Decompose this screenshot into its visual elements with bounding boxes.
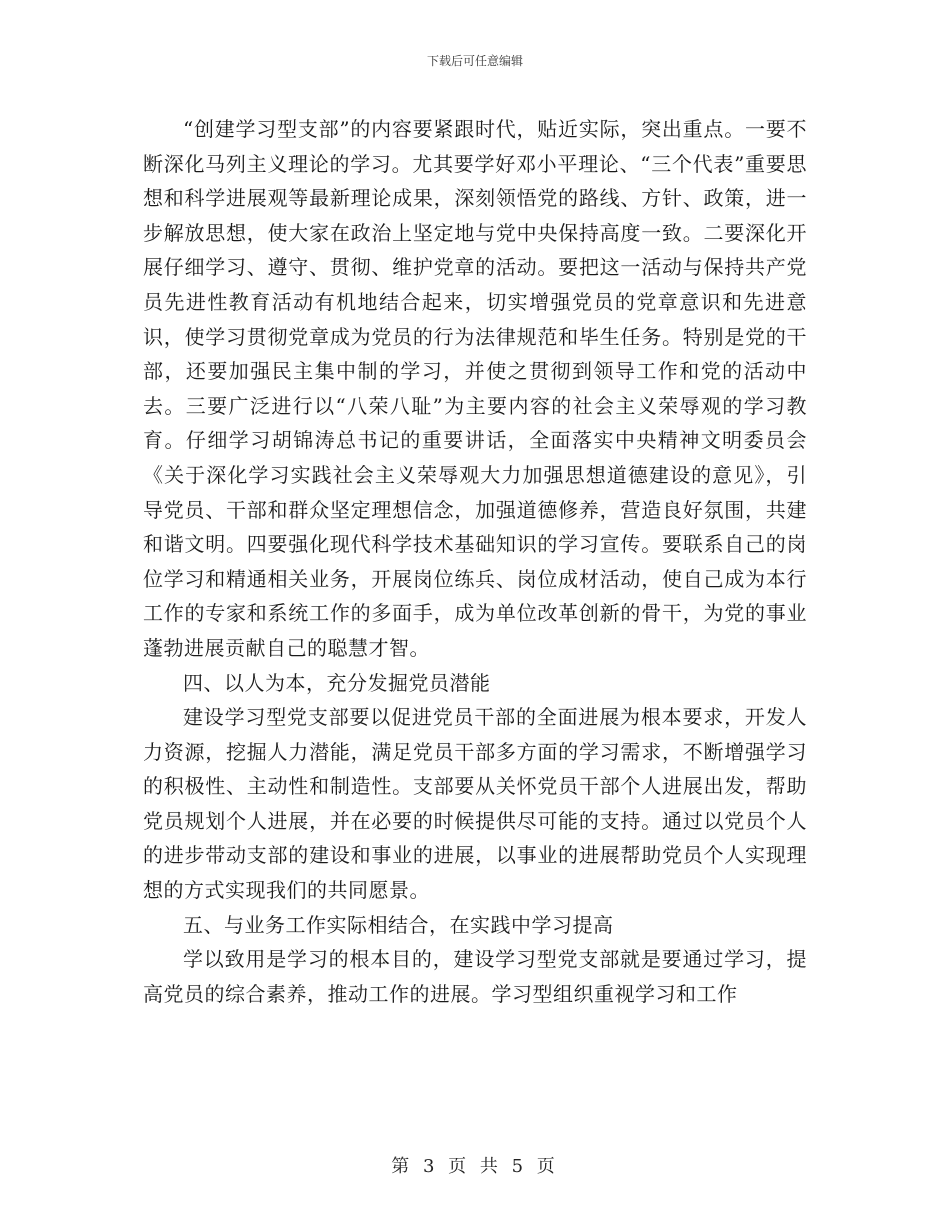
- page-header-note: 下载后可任意编辑: [426, 54, 523, 68]
- document-body: [143, 112, 807, 1011]
- paragraph-practice: 学以致用是学习的根本目的，建设学习型党支部就是要通过学习，提高党员的综合素养，推动工作的进展。学习型组织重视学习和工作: [143, 947, 807, 1006]
- section-heading-five: 五、与业务工作实际相结合，在实践中学习提高: [183, 912, 614, 937]
- page-number-footer: 第 3 页 共 5 页: [391, 1156, 559, 1177]
- section-heading-four: 四、以人为本，充分发掘党员潜能: [183, 670, 491, 695]
- paragraph-study-content: “创建学习型支部”的内容要紧跟时代，贴近实际，突出重点。一要不断深化马列主义理论的学习。尤其要学好邓小平理论、“三个代表”重要思想和科学进展观等最新理论成果，深刻领悟党的路线、方针、政策，进一步解放思想，使大家在政治上坚定地与党中央保持高度一致。二要深化开展仔细学习、遵守、贯彻、维护党章的活动。要把这一活动与保持共产党员先进性教育活动有机地结合起来，切实增强党员的党章意识和先进意识，使学习贯彻党章成为党员的行为法律规范和毕生任务。特别是党的干部，还要加强民主集中制的学习，并使之贯彻到领导工作和党的活动中去。三要广泛进行以“八荣八耻”为主要内容的社会主义荣辱观的学习教育。仔细学习胡锦涛总书记的重要讲话，全面落实中央精神文明委员会《关于深化学习实践社会主义荣辱观大力加强思想道德建设的意见》，引导党员、干部和群众坚定理想信念，加强道德修养，营造良好氛围，共建和谐文明。四要强化现代科学技术基础知识的学习宣传。要联系自己的岗位学习和精通相关业务，开展岗位练兵、岗位成材活动，使自己成为本行工作的专家和系统工作的多面手，成为单位改革创新的骨干，为党的事业蓬勃进展贡献自己的聪慧才智。: [143, 117, 807, 660]
- paragraph-people-oriented: 建设学习型党支部要以促进党员干部的全面进展为根本要求，开发人力资源，挖掘人力潜能，满足党员干部多方面的学习需求，不断增强学习的积极性、主动性和制造性。支部要从关怀党员干部个人进展出发，帮助党员规划个人进展，并在必要的时候提供尽可能的支持。通过以党员个人的进步带动支部的建设和事业的进展，以事业的进展帮助党员个人实现理想的方式实现我们的共同愿景。: [143, 705, 807, 903]
